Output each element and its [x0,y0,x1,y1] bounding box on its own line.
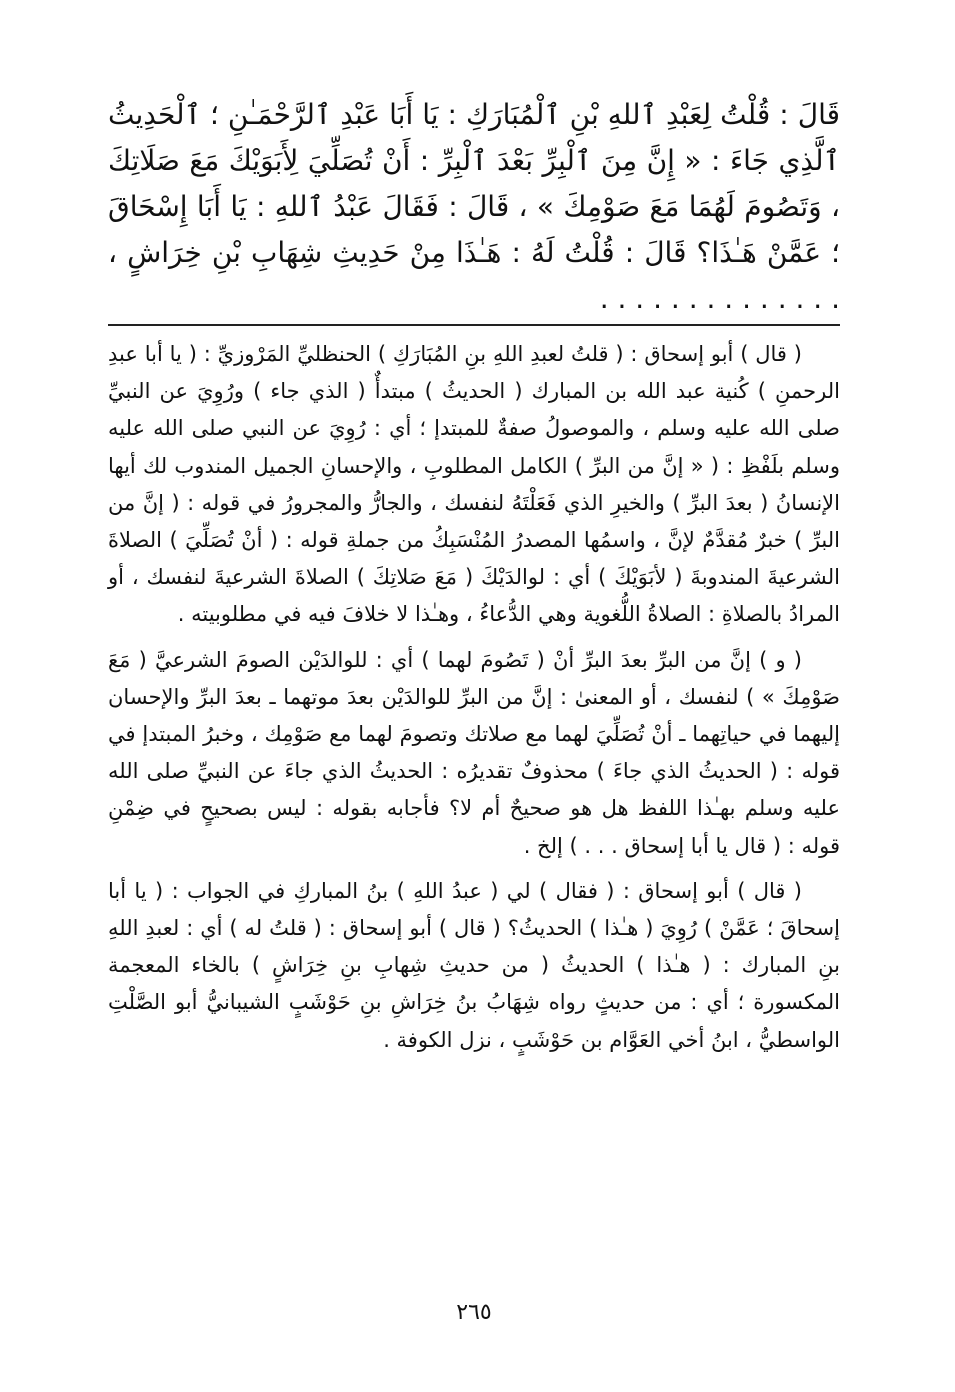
page-number: ٢٦٥ [456,1300,492,1325]
commentary-paragraph: ( و ) إنَّ من البرِّ بعدَ البرِّ أنْ ( تَصُومَ لهما ) أي : للوالدَيْن الصومَ الشرعيَّ ( مَعَ صَوْمِكَ » ) لنفسك ، أو المعنىٰ : إنَّ من البرِّ للوالدَيْن بعدَ موتهما ـ بعدَ البرِّ والإحسان إليهما في حياتِهما ـ أنْ تُصَلِّيَ لهما مع صلاتك وتصومَ لهما مع صَوْمِك ، وخبرُ المبتدإ في قوله : ( الحديثُ الذي جاءَ ) محذوفٌ تقديرُه : الحديثُ الذي جاءَ عن النبيِّ صلى الله عليه وسلم بهـٰذا اللفظ هل هو صحيحٌ أم لا؟ فأجابه بقوله : ليس بصحيحٍ في ضِمْنِ قوله : ( قال يا أبا إسحاق . . . ) إلخ . [108,647,840,858]
commentary-paragraph: ( قال ) أبو إسحاق : ( قلتُ لعبدِ اللهِ بنِ المُبَارَكِ ) الحنظليِّ المَرْوزيِّ : ( يا أبا عبدِ الرحمنِ ) كُنية عبد الله بن المبارك ( الحديثُ ) مبتدأٌ ( الذي جاء ) ورُوِيَ عن النبيِّ صلى الله عليه وسلم ، والموصولُ صفةٌ للمبتدإ ؛ أي : رُوِيَ عن النبي صلى الله عليه وسلم بلَفْظِ : ( « إنَّ من البرِّ ) الكامل المطلوبِ ، والإحسانِ الجميل المندوب لك أيها الإنسانُ ( بعدَ البرِّ ) والخيرِ الذي فَعَلْتَهُ لنفسك ، والجارُّ والمجرورُ في قوله : ( إنَّ من البرِّ ) خبرٌ مُقدَّمٌ لإنَّ ، واسمُها المصدرُ المُنْسَبِكُ من جملةِ قوله : ( أنْ تُصَلِّيَ ) الصلاةَ الشرعيةَ المندوبةَ ( لأبَوَيْكَ ) أي : لوالدَيْكَ ( مَعَ صَلاتِكَ ) الصلاةَ الشرعيةَ لنفسك ، أو المرادُ بالصلاةِ : الصلاةُ اللُّغوية وهي الدُّعاءُ ، وهـٰذا لا خلافَ فيه في مطلوبيته . [108,342,840,627]
commentary [108,336,840,1067]
hadith-text: قَالَ : قُلْتُ لِعَبْدِ ٱللهِ بْنِ ٱلْمُبَارَكِ : يَا أَبَا عَبْدِ ٱلرَّحْمَـٰنِ ؛ ٱلْحَدِيثُ ٱلَّذِي جَاءَ : « إِنَّ مِنَ ٱلْبِرِّ بَعْدَ ٱلْبِرِّ : أَنْ تُصَلِّيَ لِأَبَوَيْكَ مَعَ صَلَاتِكَ ، وَتَصُومَ لَهُمَا مَعَ صَوْمِكَ » ، قَالَ : فَقَالَ عَبْدُ ٱللهِ : يَا أَبَا إِسْحَاقَ ؛ عَمَّنْ هَـٰذَا؟ قَالَ : قُلْتُ لَهُ : هَـٰذَا مِنْ حَدِيثِ شِهَابِ بْنِ خِرَاشٍ ، . . . . . . . . . . . . . . [108,98,840,315]
separator-line [108,324,840,326]
book-page [108,92,840,1332]
commentary-paragraph: ( قال ) أبو إسحاق : ( فقال ) لي ( عبدُ اللهِ ) بنُ المباركِ في الجواب : ( يا أبا إسحاقَ ؛ عَمَّنْ ) رُوِيَ ( هـٰذا ) الحديثُ؟ ( قال ) أبو إسحاق : ( قلتُ له ) أي : لعبدِ اللهِ بنِ المبارك : ( هـٰذا ) الحديثُ ( من حديثِ شِهابِ بنِ خِرَاشٍ ) بالخاء المعجمة المكسورة ؛ أي : من حديثٍ رواه شِهَابُ بنُ خِرَاشِ بنِ حَوْشَبٍ الشيبانيُّ أبو الصَّلْتِ الواسطيُّ ، ابنُ أخي العَوَّام بن حَوْشَبٍ ، نزل الكوفة . [108,878,840,1052]
